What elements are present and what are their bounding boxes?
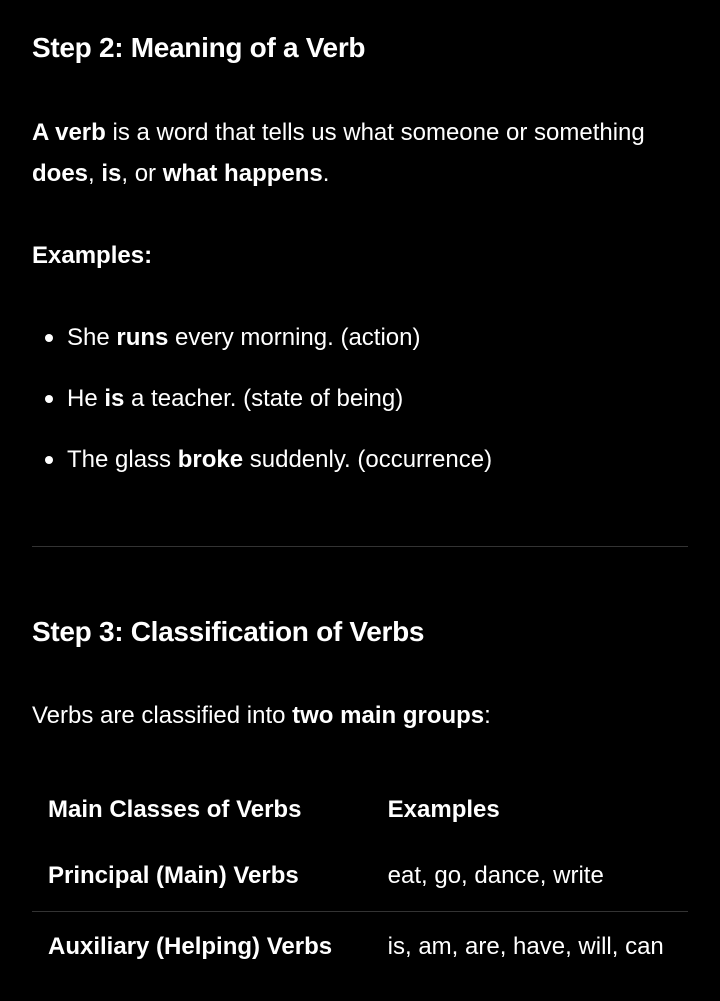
definition-sep: ,: [88, 159, 102, 187]
example-before: He: [67, 384, 105, 412]
column-header: Examples: [387, 795, 500, 823]
definition-term: A verb: [32, 118, 106, 146]
section-divider: [32, 546, 688, 547]
example-verb: broke: [177, 445, 244, 473]
example-before: She: [67, 323, 117, 351]
definition-is: is: [101, 159, 122, 187]
classification-intro: [32, 695, 688, 736]
table-header-row: [32, 778, 688, 841]
intro-text: Verbs are classified into: [32, 702, 293, 730]
example-after: suddenly. (occurrence): [243, 445, 493, 473]
intro-bold: two main groups: [292, 702, 485, 730]
examples-label: Examples:: [32, 241, 153, 269]
example-verb: runs: [116, 323, 169, 351]
bullet-icon: [45, 395, 53, 403]
example-verb: is: [104, 384, 125, 412]
table-row: [32, 841, 688, 912]
table-cell-examples: is, am, are, have, will, can: [387, 933, 664, 961]
bullet-icon: [45, 334, 53, 342]
list-item: [32, 317, 688, 358]
table-cell-examples: eat, go, dance, write: [387, 862, 604, 890]
step2-heading: Step 2: Meaning of a Verb: [32, 32, 366, 63]
example-before: The glass: [67, 445, 178, 473]
definition-end: .: [322, 159, 330, 187]
table-row: [32, 912, 688, 983]
example-after: a teacher. (state of being): [124, 384, 404, 412]
example-after: every morning. (action): [168, 323, 421, 351]
list-item: [32, 439, 688, 480]
definition-happens: what happens: [162, 159, 323, 187]
intro-end: :: [484, 702, 491, 730]
table-cell-class: Principal (Main) Verbs: [48, 862, 299, 890]
definition-sep: , or: [121, 159, 163, 187]
verb-definition: [32, 112, 688, 194]
definition-text: is a word that tells us what someone or something: [105, 118, 645, 146]
verb-classes-table: [32, 778, 688, 982]
list-item: [32, 378, 688, 419]
table-cell-class: Auxiliary (Helping) Verbs: [48, 933, 333, 961]
examples-list: [32, 317, 688, 480]
definition-does: does: [32, 159, 89, 187]
step3-heading: Step 3: Classification of Verbs: [32, 615, 425, 647]
column-header: Main Classes of Verbs: [48, 795, 302, 823]
bullet-icon: [45, 456, 53, 464]
